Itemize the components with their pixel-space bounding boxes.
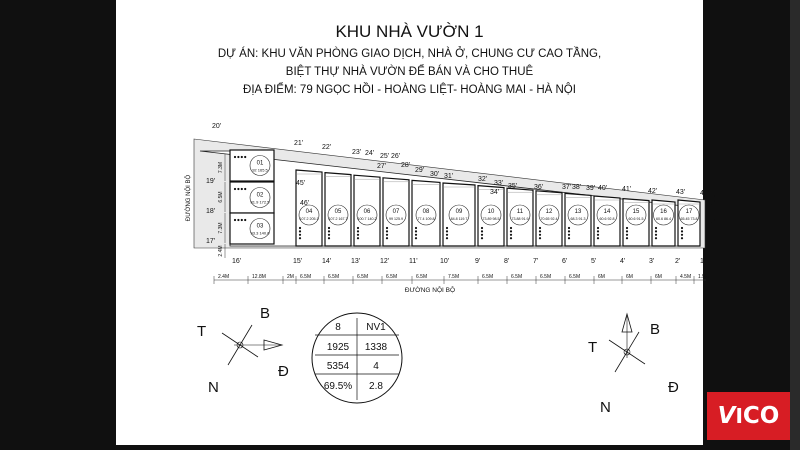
tree-dot [681,237,683,239]
corner-label: 33' [494,180,504,187]
dimension-text: 7.3M [218,222,224,234]
tree-dot [681,230,683,232]
corner-label: 37' [562,184,572,191]
tree-dot [299,227,301,229]
corner-label: 23' [352,149,362,156]
lot-number: 09 [455,209,463,215]
corner-label: 3' [649,258,655,265]
lot-02 [230,182,274,213]
tree-dot [446,237,448,239]
corner-label: 44' [700,190,710,197]
lot-area-text: 68.3 91.3 [570,217,586,221]
corner-label: 16' [232,258,242,265]
tree-dot [626,230,628,232]
tree-dot [415,237,417,239]
lot-area-text: 60.6 91.5 [628,217,644,221]
dimension-text: 6.5M [569,274,581,280]
tree-dot [237,219,239,221]
tree-dot [655,234,657,236]
tree-dot [446,227,448,229]
tree-dot [568,234,570,236]
tree-dot [328,237,330,239]
lot-area-text: 60.6 86.4 [656,217,671,221]
summary-cell: 1925 [326,342,350,353]
corner-label: 2' [675,258,681,265]
summary-cell: 8 [335,322,341,333]
corner-label: 41' [622,186,632,193]
tree-dot [299,230,301,232]
lot-number: 15 [632,209,640,215]
dimension-text: 7.3M [218,161,224,174]
tree-dot [234,156,236,158]
tree-dot [357,237,359,239]
lot-number: 02 [256,192,264,199]
lot-area-text: 107.2 205.1 [299,217,319,221]
tree-dot [357,234,359,236]
lot-number: 16 [660,209,667,215]
drawing-title: KHU NHÀ VƯỜN 1 [335,22,484,41]
lot-number: 14 [603,209,611,215]
corner-label: 19' [206,178,216,185]
project-line: BIỆT THỰ NHÀ VƯỜN ĐỂ BÁN VÀ CHO THUÊ [285,66,534,78]
tree-dot [568,237,570,239]
lot-number: 04 [305,209,313,215]
corner-label: 13' [351,258,361,265]
tree-dot [237,188,239,190]
scrollbar[interactable] [790,0,800,450]
lot-number: 07 [392,209,400,215]
lot-area-text: 84.8 119.7 [450,217,468,221]
tree-dot [415,230,417,232]
road-label-bottom: ĐƯỜNG NỘI BỘ [404,287,456,294]
tree-dot [481,230,483,232]
dimension-text: 6.5M [218,191,224,203]
corner-label: 25' [380,153,390,160]
tree-dot [539,234,541,236]
compass-north-label: B [260,305,271,322]
compass-north-label: B [650,321,661,338]
dimension-text: 2M [287,274,294,280]
tree-dot [597,237,599,239]
corner-label: 18' [206,208,216,215]
corner-label: 22' [322,144,332,151]
corner-label: 46' [706,200,716,207]
tree-dot [626,234,628,236]
corner-label: 24' [365,150,375,157]
lot-number: 12 [545,209,553,215]
dimension-text: 1.5M [698,274,710,280]
lot-number: 06 [363,209,371,215]
lot-17 [678,200,700,246]
tree-dot [539,227,541,229]
corner-label: 5' [591,258,597,265]
corner-label: 31' [444,173,454,180]
dimension-text: 6.5M [540,274,552,280]
tree-dot [328,230,330,232]
compass-east-label: Đ [668,379,679,396]
corner-label: 32' [478,176,488,183]
dimension-text: 7.5M [448,274,460,280]
summary-cell: 69.5% [323,381,353,392]
tree-dot [510,230,512,232]
tree-dot [299,237,301,239]
corner-label: 11' [409,258,418,265]
tree-dot [568,227,570,229]
tree-dot [597,230,599,232]
corner-label: 10' [440,258,450,265]
tree-dot [241,156,243,158]
compass-east-label: Đ [278,363,289,380]
corner-label: 39' [586,185,596,192]
tree-dot [626,227,628,229]
tree-dot [241,188,243,190]
tree-dot [446,230,448,232]
tree-dot [481,234,483,236]
tree-dot [328,234,330,236]
corner-label: 28' [401,162,411,169]
tree-dot [539,230,541,232]
summary-cell: 5354 [326,361,350,372]
lot-area-text: 107.2 167.7 [328,217,348,221]
corner-label: 17' [206,238,216,245]
lot-area-text: 81.9 172.5 [250,199,270,205]
corner-label: 7' [533,258,539,265]
compass-south-label: N [600,399,611,416]
lot-number: 17 [685,209,693,215]
lot-03 [230,213,274,244]
tree-dot [299,234,301,236]
tree-dot [244,188,246,190]
lot-number: 13 [574,209,582,215]
corner-label: 36' [534,184,544,191]
corner-label: 15' [293,258,303,265]
tree-dot [244,156,246,158]
corner-label: 34' [490,189,500,196]
tree-dot [234,188,236,190]
tree-dot [386,234,388,236]
corner-label: 8' [504,258,510,265]
corner-label: 26' [391,153,401,160]
lot-area-text: 99 125.9 [389,217,403,221]
tree-dot [357,227,359,229]
tree-dot [655,230,657,232]
summary-cell: 2.8 [369,381,383,392]
tree-dot [568,230,570,232]
tree-dot [481,227,483,229]
tree-dot [357,230,359,232]
dimension-text: 6.5M [386,274,398,280]
corner-label: 43' [676,189,686,196]
tree-dot [655,237,657,239]
summary-cell: 4 [373,361,379,372]
corner-label: 42' [648,188,658,195]
tree-dot [415,227,417,229]
corner-label: 45' [706,195,716,202]
compass-west-label: T [588,339,598,356]
lot-number: 05 [334,209,342,215]
dimension-text: 6.5M [511,274,523,280]
road-label-left: ĐƯỜNG NỘI BỘ [186,174,192,222]
tree-dot [655,227,657,229]
dimension-text: 6.5M [482,274,494,280]
tree-dot [446,234,448,236]
tree-dot [386,237,388,239]
corner-label: 27' [377,163,387,170]
lot-number: 10 [487,209,495,215]
tree-dot [386,230,388,232]
lot-number: 08 [422,209,430,215]
tree-dot [237,156,239,158]
corner-label: 4' [620,258,626,265]
corner-label: 45' [296,180,306,187]
dimension-text: 6.5M [328,274,340,280]
corner-label: 1' [700,258,706,265]
tree-dot [415,234,417,236]
corner-label: 21' [294,140,304,147]
tree-dot [597,234,599,236]
tree-dot [510,227,512,229]
project-line: DỰ ÁN: KHU VĂN PHÒNG GIAO DỊCH, NHÀ Ở, CHUNG CƯ CAO TẦNG, [217,48,602,60]
corner-label: 6' [562,258,568,265]
corner-label: 47' [706,219,716,226]
dimension-text: 2.4M [218,245,224,257]
corner-label: 35' [508,183,518,190]
dimension-text: 4.5M [680,274,692,280]
dimension-text: 6.5M [300,274,312,280]
corner-label: 9' [475,258,481,265]
lot-area-text: 77.4 109.8 [417,217,435,221]
tree-dot [510,234,512,236]
dimension-text: 6.5M [416,274,428,280]
tree-dot [681,234,683,236]
lot-area-text: 70.65 92.4 [540,217,558,221]
tree-dot [481,237,483,239]
vico-logo: VICO [707,392,790,440]
tree-dot [539,237,541,239]
lot-area-text: 92 165.5 [252,167,268,173]
location-line: ĐỊA ĐIỂM: 79 NGỌC HỒI - HOÀNG LIỆT- HOÀNG MAI - HÀ NỘI [243,84,576,96]
lot-area-text: 100.7 140.2 [357,217,377,221]
summary-cell: NV1 [366,322,386,333]
lot-number: 01 [256,160,264,167]
lot-area-text: 73.88 91.9 [511,217,529,221]
corner-label: 14' [322,258,332,265]
tree-dot [681,227,683,229]
tree-dot [328,227,330,229]
lot-number: 11 [516,209,524,215]
corner-label: 46' [300,200,310,207]
dimension-text: 6.5M [357,274,369,280]
corner-label: 29' [415,167,425,174]
dimension-text: 6M [598,274,605,280]
corner-label: 30' [430,171,440,178]
tree-dot [241,219,243,221]
lot-area-text: 60.6 92.8 [599,217,615,221]
dimension-text: 2.4M [218,274,230,280]
tree-dot [234,219,236,221]
dimension-text: 6M [626,274,633,280]
dimension-text: 6M [655,274,662,280]
tree-dot [244,219,246,221]
lot-area-text: 65.45 73.8 [680,217,698,221]
lot-area-text: 73.89 98.5 [482,217,500,221]
corner-label: 40' [598,185,608,192]
tree-dot [626,237,628,239]
lot-number: 03 [256,223,264,230]
corner-label: 12' [380,258,390,265]
corner-label: 38' [572,184,582,191]
tree-dot [386,227,388,229]
summary-cell: 1338 [364,342,388,353]
compass-west-label: T [197,323,207,340]
lot-01 [230,150,274,181]
compass-south-label: N [208,379,219,396]
tree-dot [597,227,599,229]
tree-dot [510,237,512,239]
dimension-text: 12.8M [252,274,266,280]
corner-label: 20' [212,123,222,130]
lot-area-text: 93.3 140.6 [250,230,270,236]
